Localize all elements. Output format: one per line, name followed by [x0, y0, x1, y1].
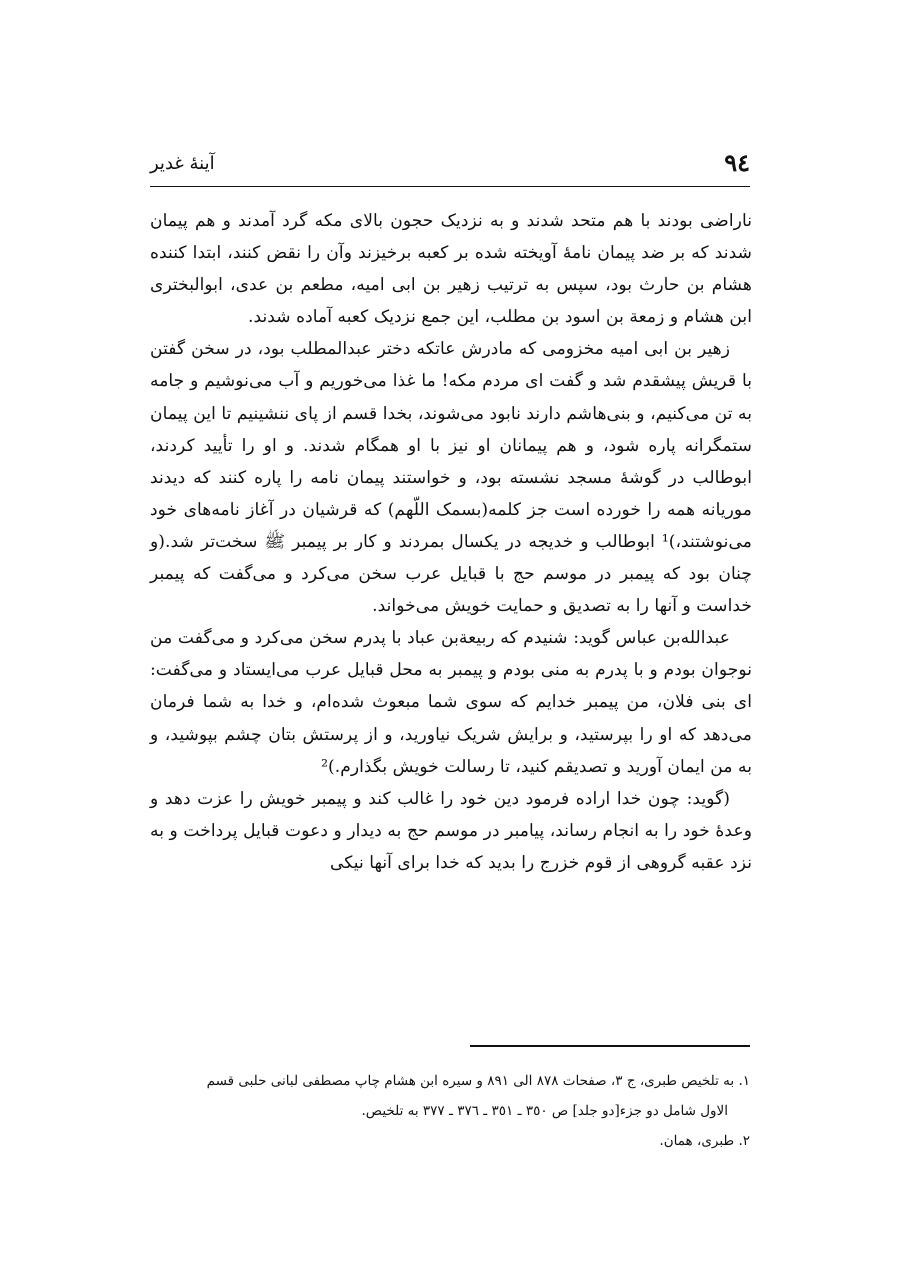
- page-header: [150, 146, 750, 186]
- paragraph-2: زهیر بن ابی امیه مخزومی که مادرش عاتکه دختر عبدالمطلب بود، در سخن گفتن با قریش پیشقدم شد و گفت ای مردم مکه! ما غذا می‌خوریم و آب می‌نوشیم و جامه به تن می‌کنیم، و بنی‌هاشم دارند نابود می‌شوند، بخدا قسم از پای ننشینیم تا این پیمان ستمگرانه پاره شود، و هم پیمانان او نیز با او همگام شدند. و او را تأیید کردند، ابوطالب در گوشهٔ مسجد نشسته بود، و خواستند پیمان نامه را پاره کنند که دیدند موریانه همه را خورده است جز کلمه(بسمک اللّهم) که قرشیان در آغاز نامه‌های خود می‌نوشتند،)¹ ابوطالب و خدیجه در یکسال بمردند و کار بر پیمبر ﷺ سخت‌تر شد.(و چنان بود که پیمبر در موسم حج با قبایل عرب سخن می‌کرد و می‌گفت که پیمبر خداست و آنها را به تصدیق و حمایت خویش می‌خواند.: [150, 339, 752, 617]
- paragraph-3: عبدالله‌بن عباس گوید: شنیدم که ربیعةبن عباد با پدرم سخن می‌کرد و می‌گفت من نوجوان بودم و با پدرم به منی بودم و پیمبر به محل قبایل عرب می‌ایستاد و می‌گفت: ای بنی فلان، من پیمبر خدایم که سوی شما مبعوث شده‌ام، و خدا به شما فرمان می‌دهد که او را بپرستید، و برایش شریک نیاورید، و از پرستش بتان چشم بپوشید، و به من ایمان آورید و تصدیقم کنید، تا رسالت خویش بگذارم.)²: [150, 628, 752, 777]
- footnotes: [150, 1066, 750, 1156]
- footnote-rule: [470, 1045, 750, 1047]
- page-number: ٩٤: [724, 148, 750, 177]
- paragraph-1: ناراضی بودند با هم متحد شدند و به نزدیک حجون بالای مکه گرد آمدند و هم پیمان شدند که بر ضد پیمان نامهٔ آویخته شده بر کعبه برخیزند وآن را نقض کنند، ابتدا کننده هشام بن حارث بود، سپس به ترتیب زهیر بن ابی امیه، مطعم بن عدی، ابوالبختری ابن هشام و زمعة بن اسود بن مطلب، این جمع نزدیک کعبه آماده شدند.: [150, 211, 752, 328]
- footnote-1-line-2: الاول شامل دو جزء[دو جلد] ص ٣٥٠ ـ ٣٥١ ـ ٣٧٦ ـ ٣٧٧ به تلخیص.: [361, 1103, 728, 1119]
- header-rule: [150, 186, 750, 187]
- footnote-2: ٢. طبری، همان.: [659, 1133, 750, 1149]
- running-title: آینهٔ غدیر: [150, 153, 215, 174]
- footnote-1-line-1: ١. به تلخیص طبری، ج ٣، صفحات ٨٧٨ الی ٨٩١ و سیره ابن هشام چاپ مصطفی لبانی حلبی قسم: [206, 1073, 750, 1089]
- paragraph-4: (گوید: چون خدا اراده فرمود دین خود را غالب کند و پیمبر خویش را عزت دهد و وعدهٔ خود را به انجام رساند، پیامبر در موسم حج به دیدار و دعوت قبایل پرداخت و به نزد عقبه گروهی از قوم خزرج را بدید که خدا برای آنها نیکی: [150, 788, 752, 873]
- body-text: [150, 205, 752, 879]
